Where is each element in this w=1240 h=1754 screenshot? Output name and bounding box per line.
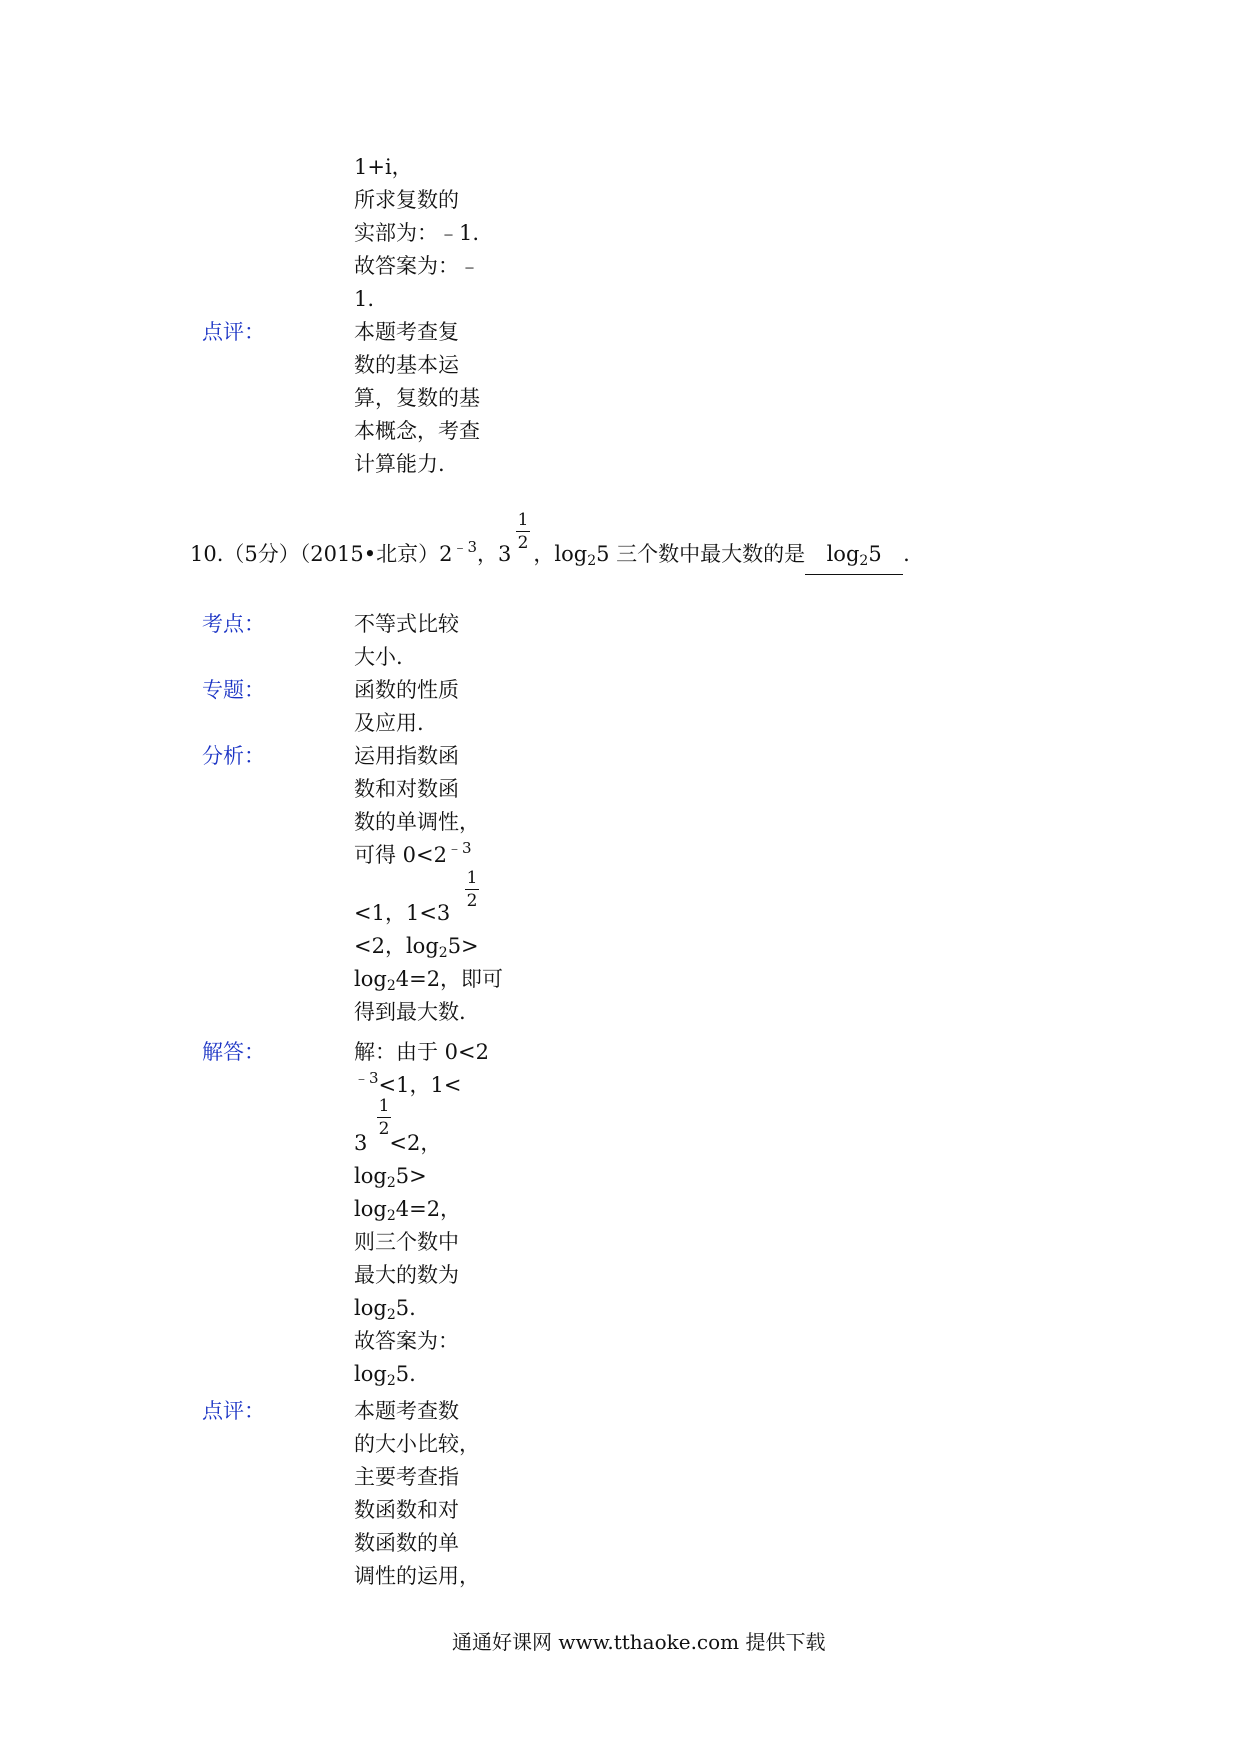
question-exponent: ﹣3 <box>452 538 477 556</box>
jieda-l5-base: 2 <box>386 1208 396 1224</box>
question-answer-blank <box>805 538 903 575</box>
jieda-l4-base: 2 <box>386 1175 396 1191</box>
dianping-line: 数函数和对 <box>354 1498 459 1522</box>
question-frac-den: 2 <box>517 533 529 553</box>
kaodian-line: 大小. <box>354 645 403 669</box>
answer-log-arg: 5 <box>868 542 882 566</box>
prev-solution-block <box>354 151 480 316</box>
zhuanti-line: 及应用. <box>354 711 424 735</box>
fenxi-l7-c: 4=2，即可 <box>395 967 504 991</box>
jieda-block <box>354 1036 489 1391</box>
question-text-mid2: ，log <box>533 542 588 566</box>
dianping-line: 数函数的单 <box>354 1531 459 1555</box>
prev-comment-line: 计算能力. <box>354 452 445 476</box>
question-prefix: 10.（5分）（2015•北京）2 <box>190 542 453 566</box>
jieda-frac-num: 1 <box>378 1096 390 1116</box>
prev-comment-line: 算，复数的基 <box>354 386 480 410</box>
fenxi-l6-base: 2 <box>438 945 448 961</box>
fenxi-line: 得到最大数. <box>354 1000 466 1024</box>
prev-comment-block <box>354 316 480 481</box>
jieda-l10-c: 5. <box>395 1362 416 1386</box>
kaodian-line: 不等式比较 <box>354 612 459 636</box>
fenxi-l7-a: log <box>354 967 387 991</box>
jieda-l3-rest: <2， <box>389 1131 442 1155</box>
fenxi-fraction <box>464 868 480 911</box>
fenxi-l5-text: <1，1<3 <box>354 901 451 925</box>
prev-comment-label: 点评： <box>202 320 265 344</box>
fenxi-l6-a: <2，log <box>354 934 439 958</box>
prev-solution-line: 1+i， <box>354 155 413 179</box>
fenxi-line <box>354 839 503 872</box>
jieda-l8-c: 5. <box>395 1296 416 1320</box>
jieda-l2-exp: ﹣3 <box>354 1069 379 1087</box>
jieda-line: 最大的数为 <box>354 1263 459 1287</box>
fenxi-line: 数的单调性， <box>354 810 480 834</box>
fraction-bar <box>465 889 479 890</box>
fenxi-frac-num: 1 <box>466 868 478 888</box>
fenxi-l6-c: 5> <box>447 934 479 958</box>
jieda-line <box>354 1096 489 1160</box>
jieda-line: 故答案为： <box>354 1329 459 1353</box>
prev-solution-line: 1. <box>354 287 375 311</box>
question-end: . <box>903 542 910 566</box>
zhuanti-label: 专题： <box>202 678 265 702</box>
answer-log: log <box>826 542 860 566</box>
dianping-label: 点评： <box>202 1399 265 1423</box>
question-10-stem <box>190 538 910 575</box>
fenxi-label: 分析： <box>202 744 265 768</box>
jieda-frac-den: 2 <box>378 1119 390 1139</box>
jieda-line: 则三个数中 <box>354 1230 459 1254</box>
jieda-line <box>354 1193 489 1226</box>
jieda-l10-a: log <box>354 1362 387 1386</box>
page-footer: 通通好课网 www.tthaoke.com 提供下载 <box>452 1630 826 1654</box>
question-frac-num: 1 <box>517 510 529 530</box>
jieda-line <box>354 1160 489 1193</box>
kaodian-label: 考点： <box>202 612 265 636</box>
fenxi-line: 运用指数函 <box>354 744 459 768</box>
dianping-line: 本题考查数 <box>354 1399 459 1423</box>
prev-comment-line: 数的基本运 <box>354 353 459 377</box>
answer-log-base: 2 <box>859 553 869 569</box>
fenxi-line <box>354 868 503 930</box>
kaodian-block <box>354 608 459 674</box>
fenxi-line <box>354 930 503 963</box>
jieda-line <box>354 1292 489 1325</box>
jieda-l4-a: log <box>354 1164 387 1188</box>
dianping-line: 主要考查指 <box>354 1465 459 1489</box>
fenxi-frac-den: 2 <box>466 891 478 911</box>
question-text-mid1: ，3 <box>477 542 512 566</box>
jieda-fraction <box>376 1096 392 1139</box>
fraction-bar <box>377 1117 391 1118</box>
dianping-line: 的大小比较， <box>354 1432 480 1456</box>
jieda-l8-base: 2 <box>386 1307 396 1323</box>
jieda-l8-a: log <box>354 1296 387 1320</box>
jieda-line: 解：由于 0<2 <box>354 1040 489 1064</box>
fenxi-l4-text: 可得 0<2 <box>354 843 447 867</box>
jieda-l5-a: log <box>354 1197 387 1221</box>
jieda-l10-base: 2 <box>386 1373 396 1389</box>
jieda-line <box>354 1069 489 1102</box>
fenxi-line <box>354 963 503 996</box>
prev-comment-line: 本题考查复 <box>354 320 459 344</box>
prev-solution-line: 所求复数的 <box>354 188 459 212</box>
zhuanti-line: 函数的性质 <box>354 678 459 702</box>
fenxi-l4-exp: ﹣3 <box>447 839 472 857</box>
prev-solution-line: 故答案为：﹣ <box>354 254 480 278</box>
fenxi-line: 数和对数函 <box>354 777 459 801</box>
question-text-mid3: 5 三个数中最大数的是 <box>596 542 806 566</box>
jieda-l3-pre: 3 <box>354 1131 368 1155</box>
fenxi-l7-base: 2 <box>386 978 396 994</box>
jieda-line <box>354 1358 489 1391</box>
jieda-l5-c: 4=2， <box>395 1197 462 1221</box>
jieda-l2-rest: <1，1< <box>378 1073 462 1097</box>
dianping-block <box>354 1395 480 1593</box>
fraction-bar <box>516 531 530 532</box>
jieda-label: 解答： <box>202 1040 265 1064</box>
question-log-base: 2 <box>587 553 597 569</box>
zhuanti-block <box>354 674 459 740</box>
fenxi-block <box>354 740 503 1029</box>
prev-solution-line: 实部为：﹣1. <box>354 221 480 245</box>
jieda-l4-c: 5> <box>395 1164 427 1188</box>
question-fraction <box>515 510 531 553</box>
dianping-line: 调性的运用， <box>354 1564 480 1588</box>
prev-comment-line: 本概念，考查 <box>354 419 480 443</box>
